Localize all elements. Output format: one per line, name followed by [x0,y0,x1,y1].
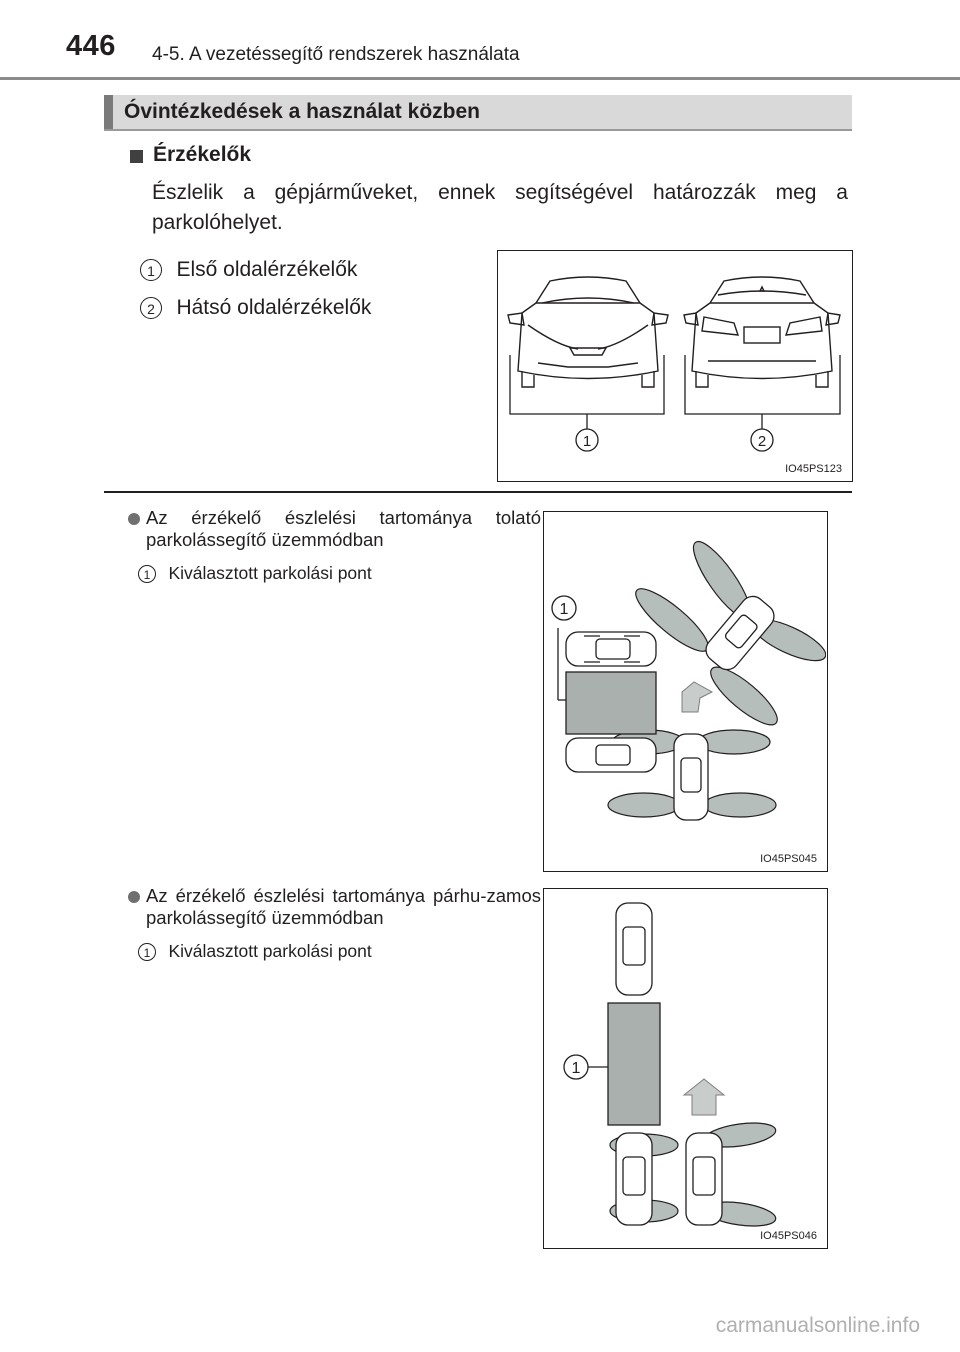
reverse-parking-figure [543,511,828,872]
page-number: 446 [66,30,116,62]
selected-parking-spot [608,1003,660,1125]
callout-2: 2 [757,433,767,450]
sensor-item-label: Első oldalérzékelők [176,258,358,281]
bullet-sub-item [138,563,372,584]
watermark: carmanualsonline.info [715,1314,920,1337]
sensor-item-1 [140,258,357,282]
section-separator [104,491,852,493]
reversing-car [686,1133,722,1225]
bullet-dot-icon [128,513,140,525]
reversing-car [674,734,708,820]
sensors-description: Észlelik a gépjárműveket, ennek segítségével határozzák meg a parkolóhelyet. [152,181,848,234]
bullet-sub-item [138,941,372,962]
selected-parking-spot [566,672,656,734]
sub-item-number: 1 [138,943,156,961]
sensor-item-2 [140,296,371,320]
header-rule [0,77,960,80]
direction-arrow-icon [682,682,712,712]
front-car-drawing [508,277,668,387]
callout-1: 1 [559,601,569,618]
sub-item-label: Kiválasztott parkolási pont [168,563,372,583]
sensor-brackets [510,355,840,451]
callout-1: 1 [582,433,592,450]
bullet-text-parallel: Az érzékelő észlelési tartománya párhu-zamos parkolássegítő üzemmódban [146,885,541,928]
reverse-parking-illustration [544,512,826,870]
item-number-2: 2 [140,297,162,319]
direction-arrow-icon [684,1079,724,1115]
square-bullet-icon [130,150,143,163]
car-views-illustration [498,251,851,480]
figure-code: IO45PS123 [785,463,842,475]
bullet-text-reverse: Az érzékelő észlelési tartománya tolató parkolássegítő üzemmódban [146,507,541,550]
callout-1: 1 [571,1060,581,1077]
sensor-item-label: Hátsó oldalérzékelők [176,296,372,319]
subsection-heading: Érzékelők [153,143,252,166]
sub-item-label: Kiválasztott parkolási pont [168,941,372,961]
rear-car-drawing [684,277,840,387]
figure-code: IO45PS046 [760,1230,817,1242]
parallel-parking-figure [543,888,828,1249]
figure-code: IO45PS045 [760,853,817,865]
item-number-1: 1 [140,259,162,281]
section-bar-accent [104,95,113,129]
section-title: Óvintézkedések a használat közben [124,100,480,123]
sub-item-number: 1 [138,565,156,583]
parallel-parking-illustration [544,889,826,1247]
bullet-dot-icon [128,891,140,903]
sensor-location-figure [497,250,853,482]
section-title-bar [104,95,852,131]
running-title: 4-5. A vezetéssegítő rendszerek használata [152,44,520,65]
